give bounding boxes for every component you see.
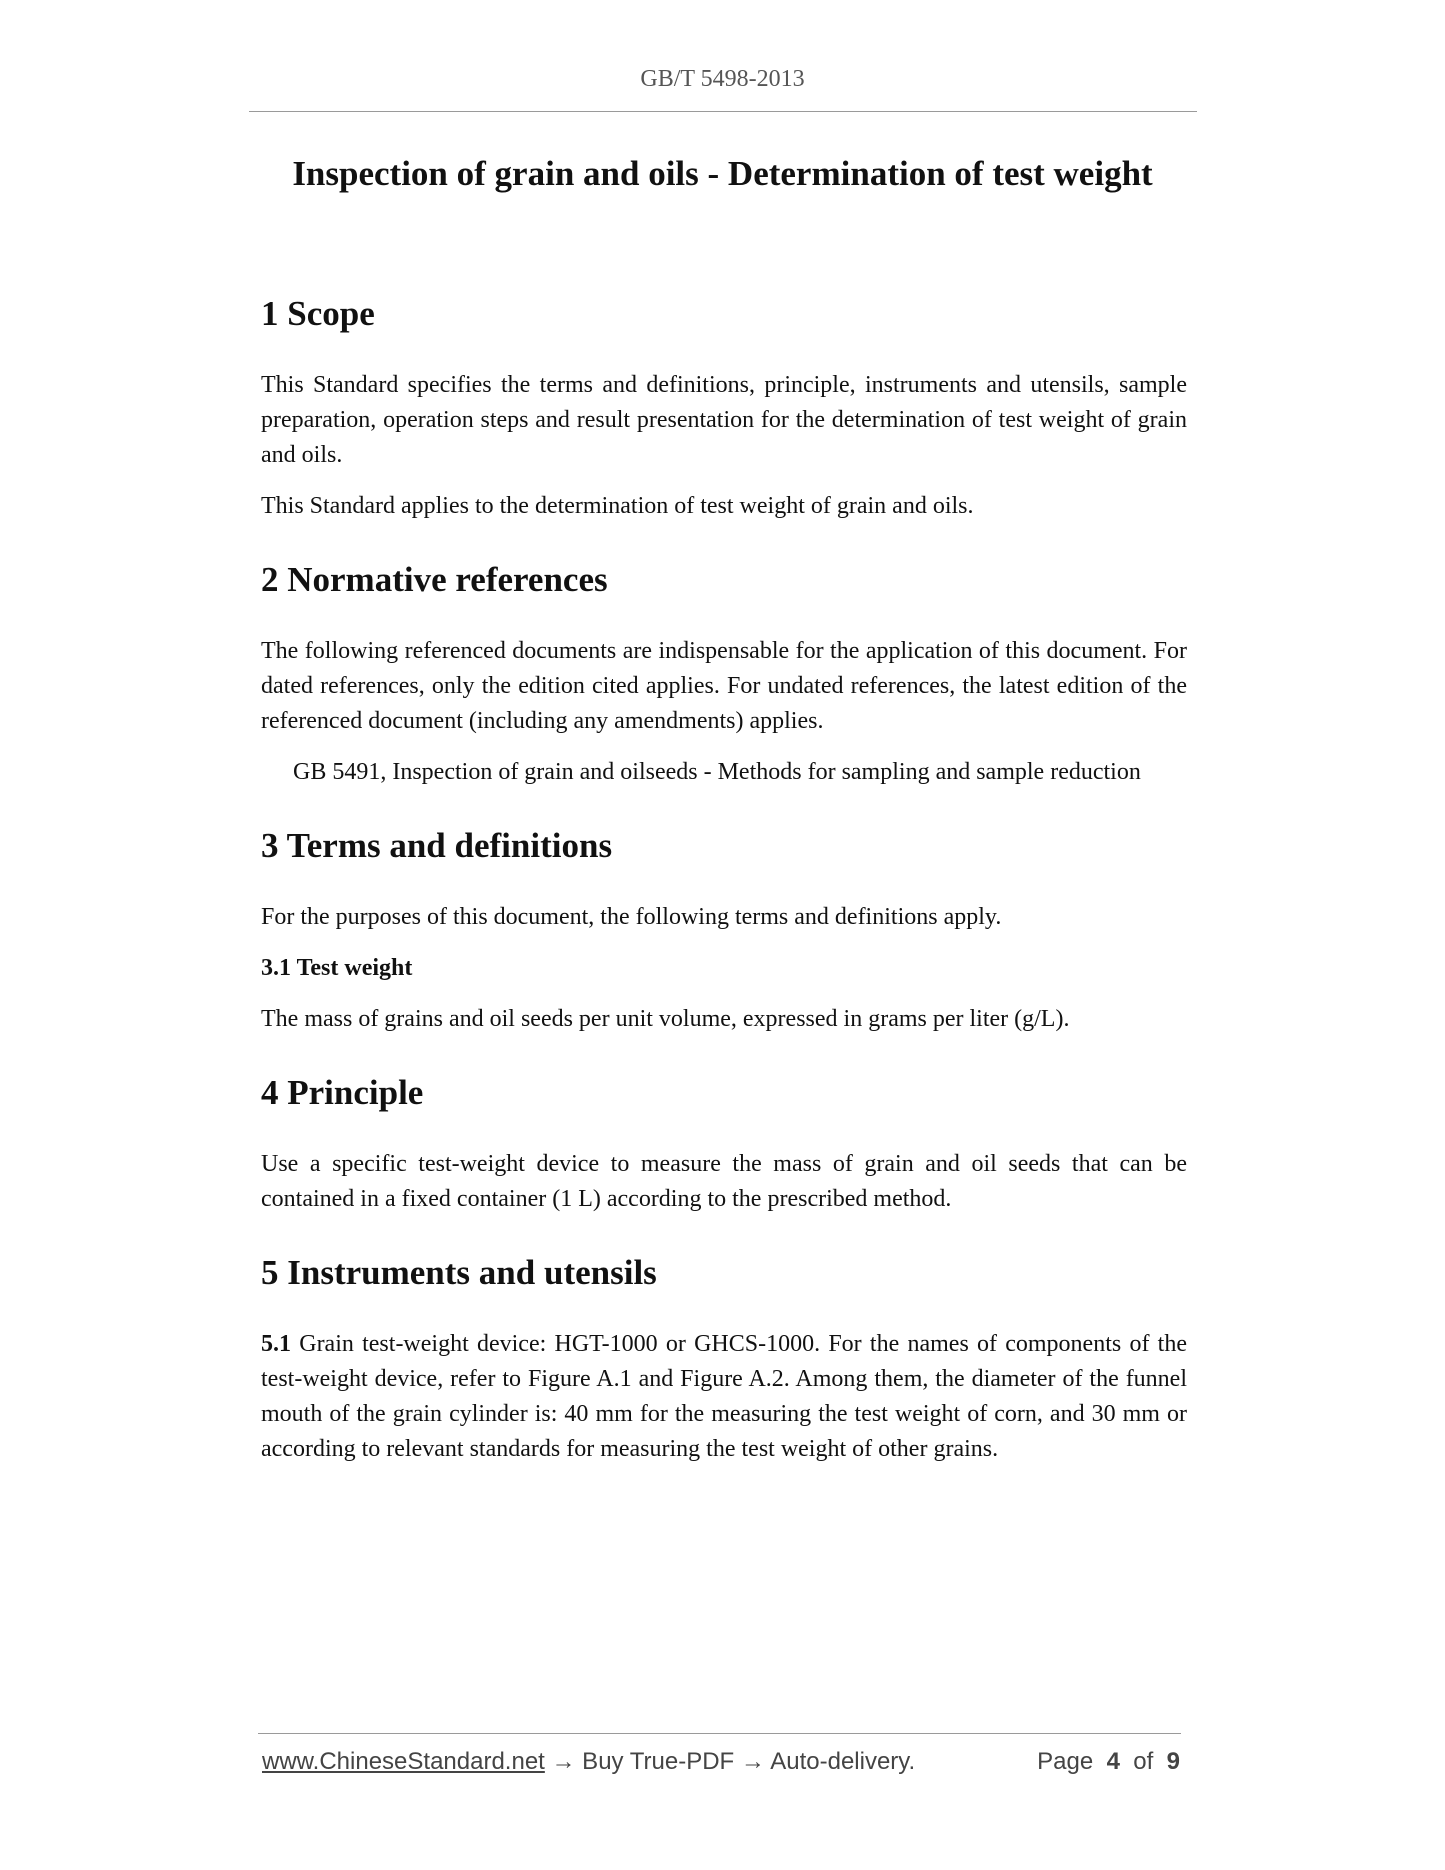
section-heading-terms: 3 Terms and definitions [261, 826, 613, 865]
instruments-paragraph-5-1 [261, 1327, 1187, 1467]
references-paragraph: The following referenced documents are indispensable for the application of this document. For dated references, only the edition cited applies. For undated references, the latest edition of the referenced document (including any amendments) applies. [261, 638, 1187, 734]
section-heading-normative-references: 2 Normative references [261, 560, 608, 599]
page-of-label: of [1133, 1748, 1154, 1775]
page-current: 4 [1106, 1748, 1120, 1775]
section-heading-scope: 1 Scope [261, 294, 375, 333]
document-title: Inspection of grain and oils - Determination of test weight [292, 154, 1153, 193]
scope-paragraph-1: This Standard specifies the terms and definitions, principle, instruments and utensils, sample preparation, operation steps and result presentation for the determination of test weight of grain and oils. [261, 372, 1187, 468]
page-indicator [1037, 1748, 1180, 1776]
section-heading-principle: 4 Principle [261, 1073, 424, 1112]
term-definition-test-weight: The mass of grains and oil seeds per unit volume, expressed in grams per liter (g/L). [261, 1006, 1070, 1032]
page-footer [262, 1748, 1180, 1778]
principle-paragraph: Use a specific test-weight device to measure the mass of grain and oil seeds that can be contained in a fixed container (1 L) according to the prescribed method. [261, 1151, 1187, 1212]
page-label: Page [1037, 1748, 1094, 1775]
footer-tagline: → Buy True-PDF → Auto-delivery. [544, 1748, 916, 1775]
reference-item-gb5491: GB 5491, Inspection of grain and oilseeds - Methods for sampling and sample reduction [293, 759, 1141, 785]
page-total: 9 [1166, 1748, 1180, 1775]
section-heading-instruments: 5 Instruments and utensils [261, 1253, 657, 1292]
header-divider [249, 111, 1197, 112]
footer-divider [258, 1733, 1181, 1734]
footer-promo [262, 1748, 915, 1776]
term-heading-test-weight: 3.1 Test weight [261, 955, 413, 981]
scope-paragraph-2: This Standard applies to the determination of test weight of grain and oils. [261, 493, 974, 519]
clause-number: 5.1 [261, 1331, 291, 1357]
header-doc-id: GB/T 5498-2013 [640, 66, 805, 92]
clause-text: Grain test-weight device: HGT-1000 or GHCS-1000. For the names of components of the test-weight device, refer to Figure A.1 and Figure A.2. Among them, the diameter of the funnel mouth of the grain cylinder is: 40 mm for the measuring the test weight of corn, and 30 mm or according to relevant standards for measuring the test weight of other grains. [261, 1331, 1187, 1462]
document-body [261, 288, 1187, 1467]
terms-paragraph: For the purposes of this document, the following terms and definitions apply. [261, 904, 1002, 930]
website-link[interactable]: www.ChineseStandard.net [262, 1748, 545, 1775]
